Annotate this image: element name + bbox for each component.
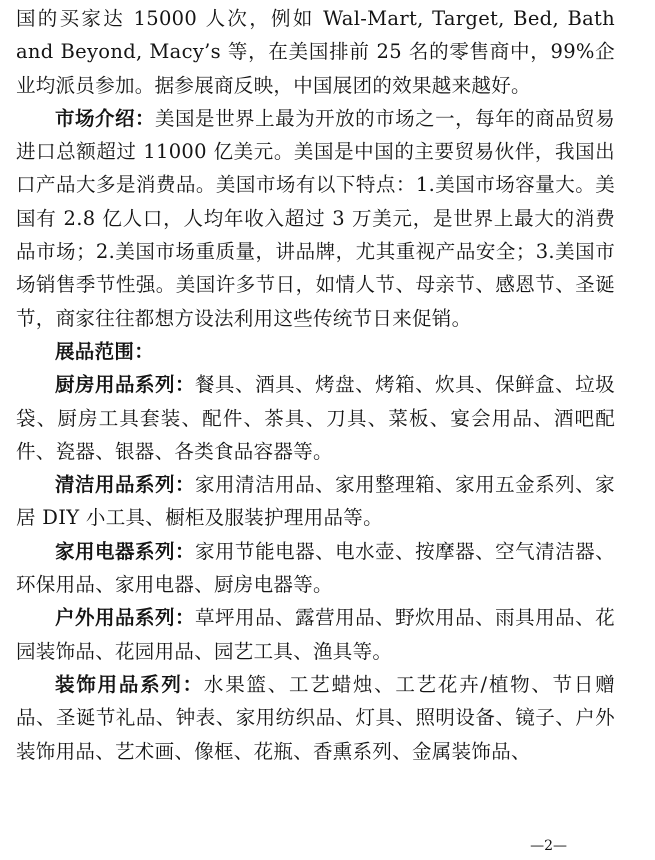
cleaning-text: 家用清洁用品、家用整理箱、家用五金系列、家居 DIY 小工具、橱柜及服装护理用品等。 xyxy=(16,473,615,530)
appliances-text: 家用节能电器、电水壶、按摩器、空气清洁器、环保用品、家用电器、厨房电器等。 xyxy=(16,539,615,597)
paragraph-appliances xyxy=(16,535,615,602)
exhibit-scope-heading: 展品范围： xyxy=(55,339,155,363)
cleaning-heading: 清洁用品系列： xyxy=(55,473,196,497)
market-intro-heading: 市场介绍： xyxy=(55,106,156,130)
outdoor-text: 草坪用品、露营用品、野炊用品、雨具用品、花园装饰品、花园用品、园艺工具、渔具等。 xyxy=(16,606,615,663)
paragraph-market-intro xyxy=(16,102,615,335)
body-text xyxy=(16,2,615,768)
outdoor-heading: 户外用品系列： xyxy=(55,606,196,630)
paragraph-cleaning xyxy=(16,468,615,535)
page-number: —2— xyxy=(530,838,567,854)
kitchen-heading: 厨房用品系列： xyxy=(55,373,196,397)
paragraph-decor xyxy=(16,668,615,768)
paragraph-outdoor xyxy=(16,601,615,668)
paragraph-exhibit-scope xyxy=(16,335,615,368)
appliances-heading: 家用电器系列： xyxy=(55,539,196,563)
market-intro-text: 美国是世界上最为开放的市场之一，每年的商品贸易进口总额超过 11000 亿美元。美国是中国的主要贸易伙伴，我国出口产品大多是消费品。美国市场有以下特点：1.美国市场容量大。美国有 2.8 亿人口，人均年收入超过 3 万美元，是世界上最大的消费品市场；2.美国市场重质量，讲品牌，尤其重视产品安全；3.美国市场销售季节性强。美国许多节日，如情人节、母亲节、感恩节、圣诞节，商家往往都想方设法利用这些传统节日来促销。 xyxy=(16,106,615,330)
paragraph-buyers: 国的买家达 15000 人次，例如 Wal-Mart, Target, Bed, Bath and Beyond, Macy’s 等，在美国排前 25 名的零售商中，99%企业均派员参加。据参展商反映，中国展团的效果越来越好。 xyxy=(16,7,615,97)
kitchen-text: 餐具、酒具、烤盘、烤箱、炊具、保鲜盒、垃圾袋、厨房工具套装、配件、茶具、刀具、菜板、宴会用品、酒吧配件、瓷器、银器、各类食品容器等。 xyxy=(16,373,615,463)
decor-text: 水果篮、工艺蜡烛、工艺花卉/植物、节日赠品、圣诞节礼品、钟表、家用纺织品、灯具、照明设备、镜子、户外装饰用品、艺术画、像框、花瓶、香熏系列、金属装饰品、 xyxy=(16,672,615,763)
decor-heading: 装饰用品系列： xyxy=(55,672,204,696)
paragraph-kitchen xyxy=(16,368,615,468)
